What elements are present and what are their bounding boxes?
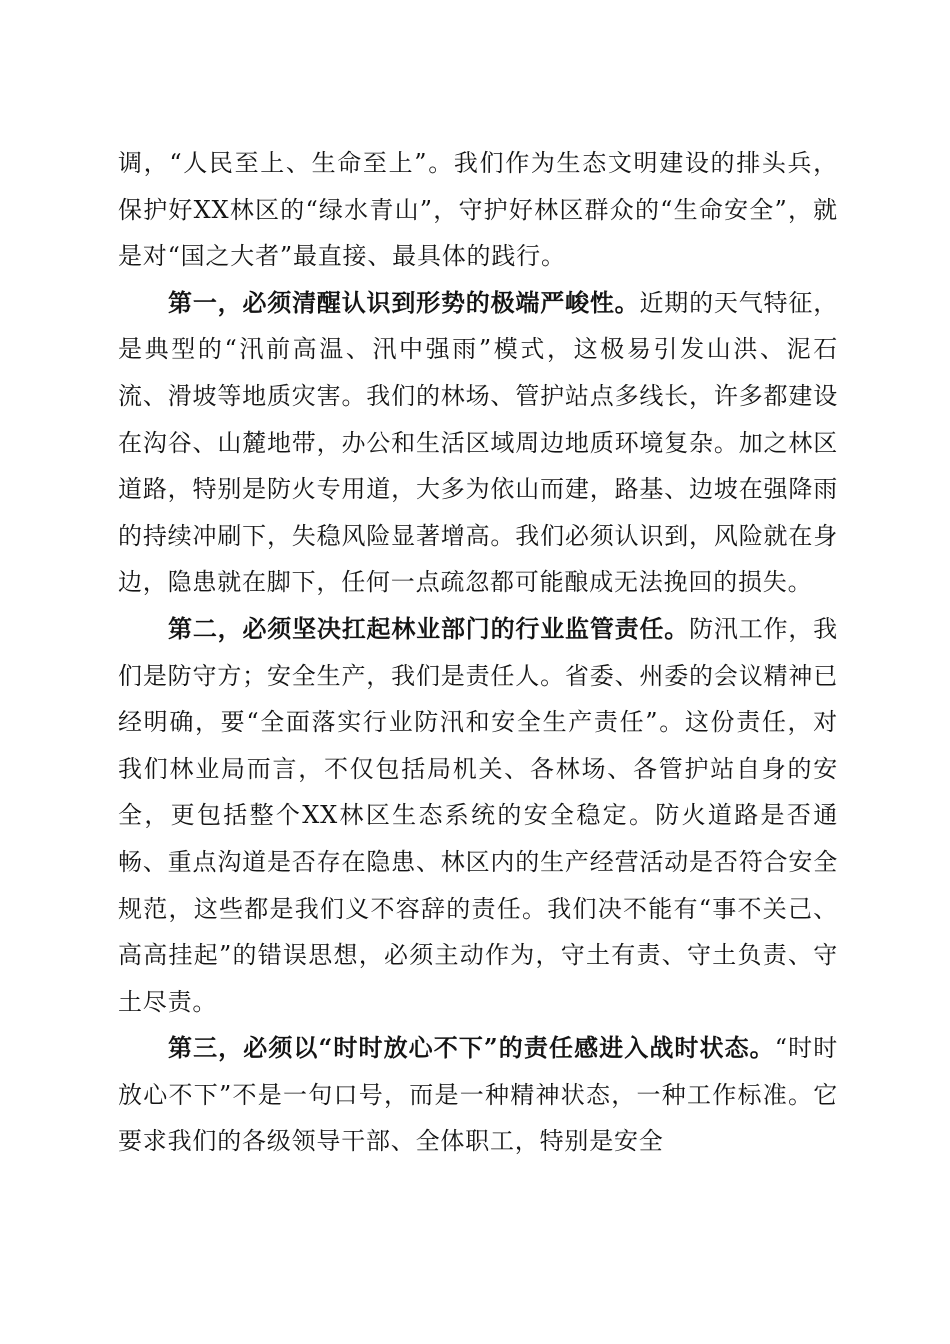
paragraph-second-point <box>118 606 838 1025</box>
paragraph-first-point <box>118 280 838 606</box>
paragraph-text: 防汛工作，我们是防守方；安全生产，我们是责任人。省委、州委的会议精神已经明确，要“全面落实行业防汛和安全生产责任”。这份责任，对我们林业局而言，不仅包括局机关、各林场、各管护站自身的安全，更包括整个XX林区生态系统的安全稳定。防火道路是否通畅、重点沟道是否存在隐患、林区内的生产经营活动是否符合安全规范，这些都是我们义不容辞的责任。我们决不能有“事不关己、高高挂起”的错误思想，必须主动作为，守土有责、守土负责、守土尽责。 <box>118 614 838 1016</box>
paragraph-text: 调，“人民至上、生命至上”。我们作为生态文明建设的排头兵，保护好XX林区的“绿水青山”，守护好林区群众的“生命安全”，就是对“国之大者”最直接、最具体的践行。 <box>118 149 838 271</box>
paragraph-lead: 第三，必须以“时时放心不下”的责任感进入战时状态。 <box>168 1033 775 1063</box>
paragraph-text: “时时放心不下”不是一句口号，而是一种精神状态，一种工作标准。它要求我们的各级领导干部、全体职工，特别是安全 <box>118 1034 839 1156</box>
paragraph-lead: 第二，必须坚决扛起林业部门的行业监管责任。 <box>168 613 690 643</box>
paragraph-continuation <box>118 140 838 280</box>
paragraph-text: 近期的天气特征，是典型的“汛前高温、汛中强雨”模式，这极易引发山洪、泥石流、滑坡等地质灾害。我们的林场、管护站点多线长，许多都建设在沟谷、山麓地带，办公和生活区域周边地质环境复杂。加之林区道路，特别是防火专用道，大多为依山而建，路基、边坡在强降雨的持续冲刷下，失稳风险显著增高。我们必须认识到，风险就在身边，隐患就在脚下，任何一点疏忽都可能酿成无法挽回的损失。 <box>118 288 838 597</box>
document-body <box>118 140 838 1165</box>
paragraph-third-point <box>118 1025 838 1165</box>
paragraph-lead: 第一，必须清醒认识到形势的极端严峻性。 <box>168 287 640 317</box>
